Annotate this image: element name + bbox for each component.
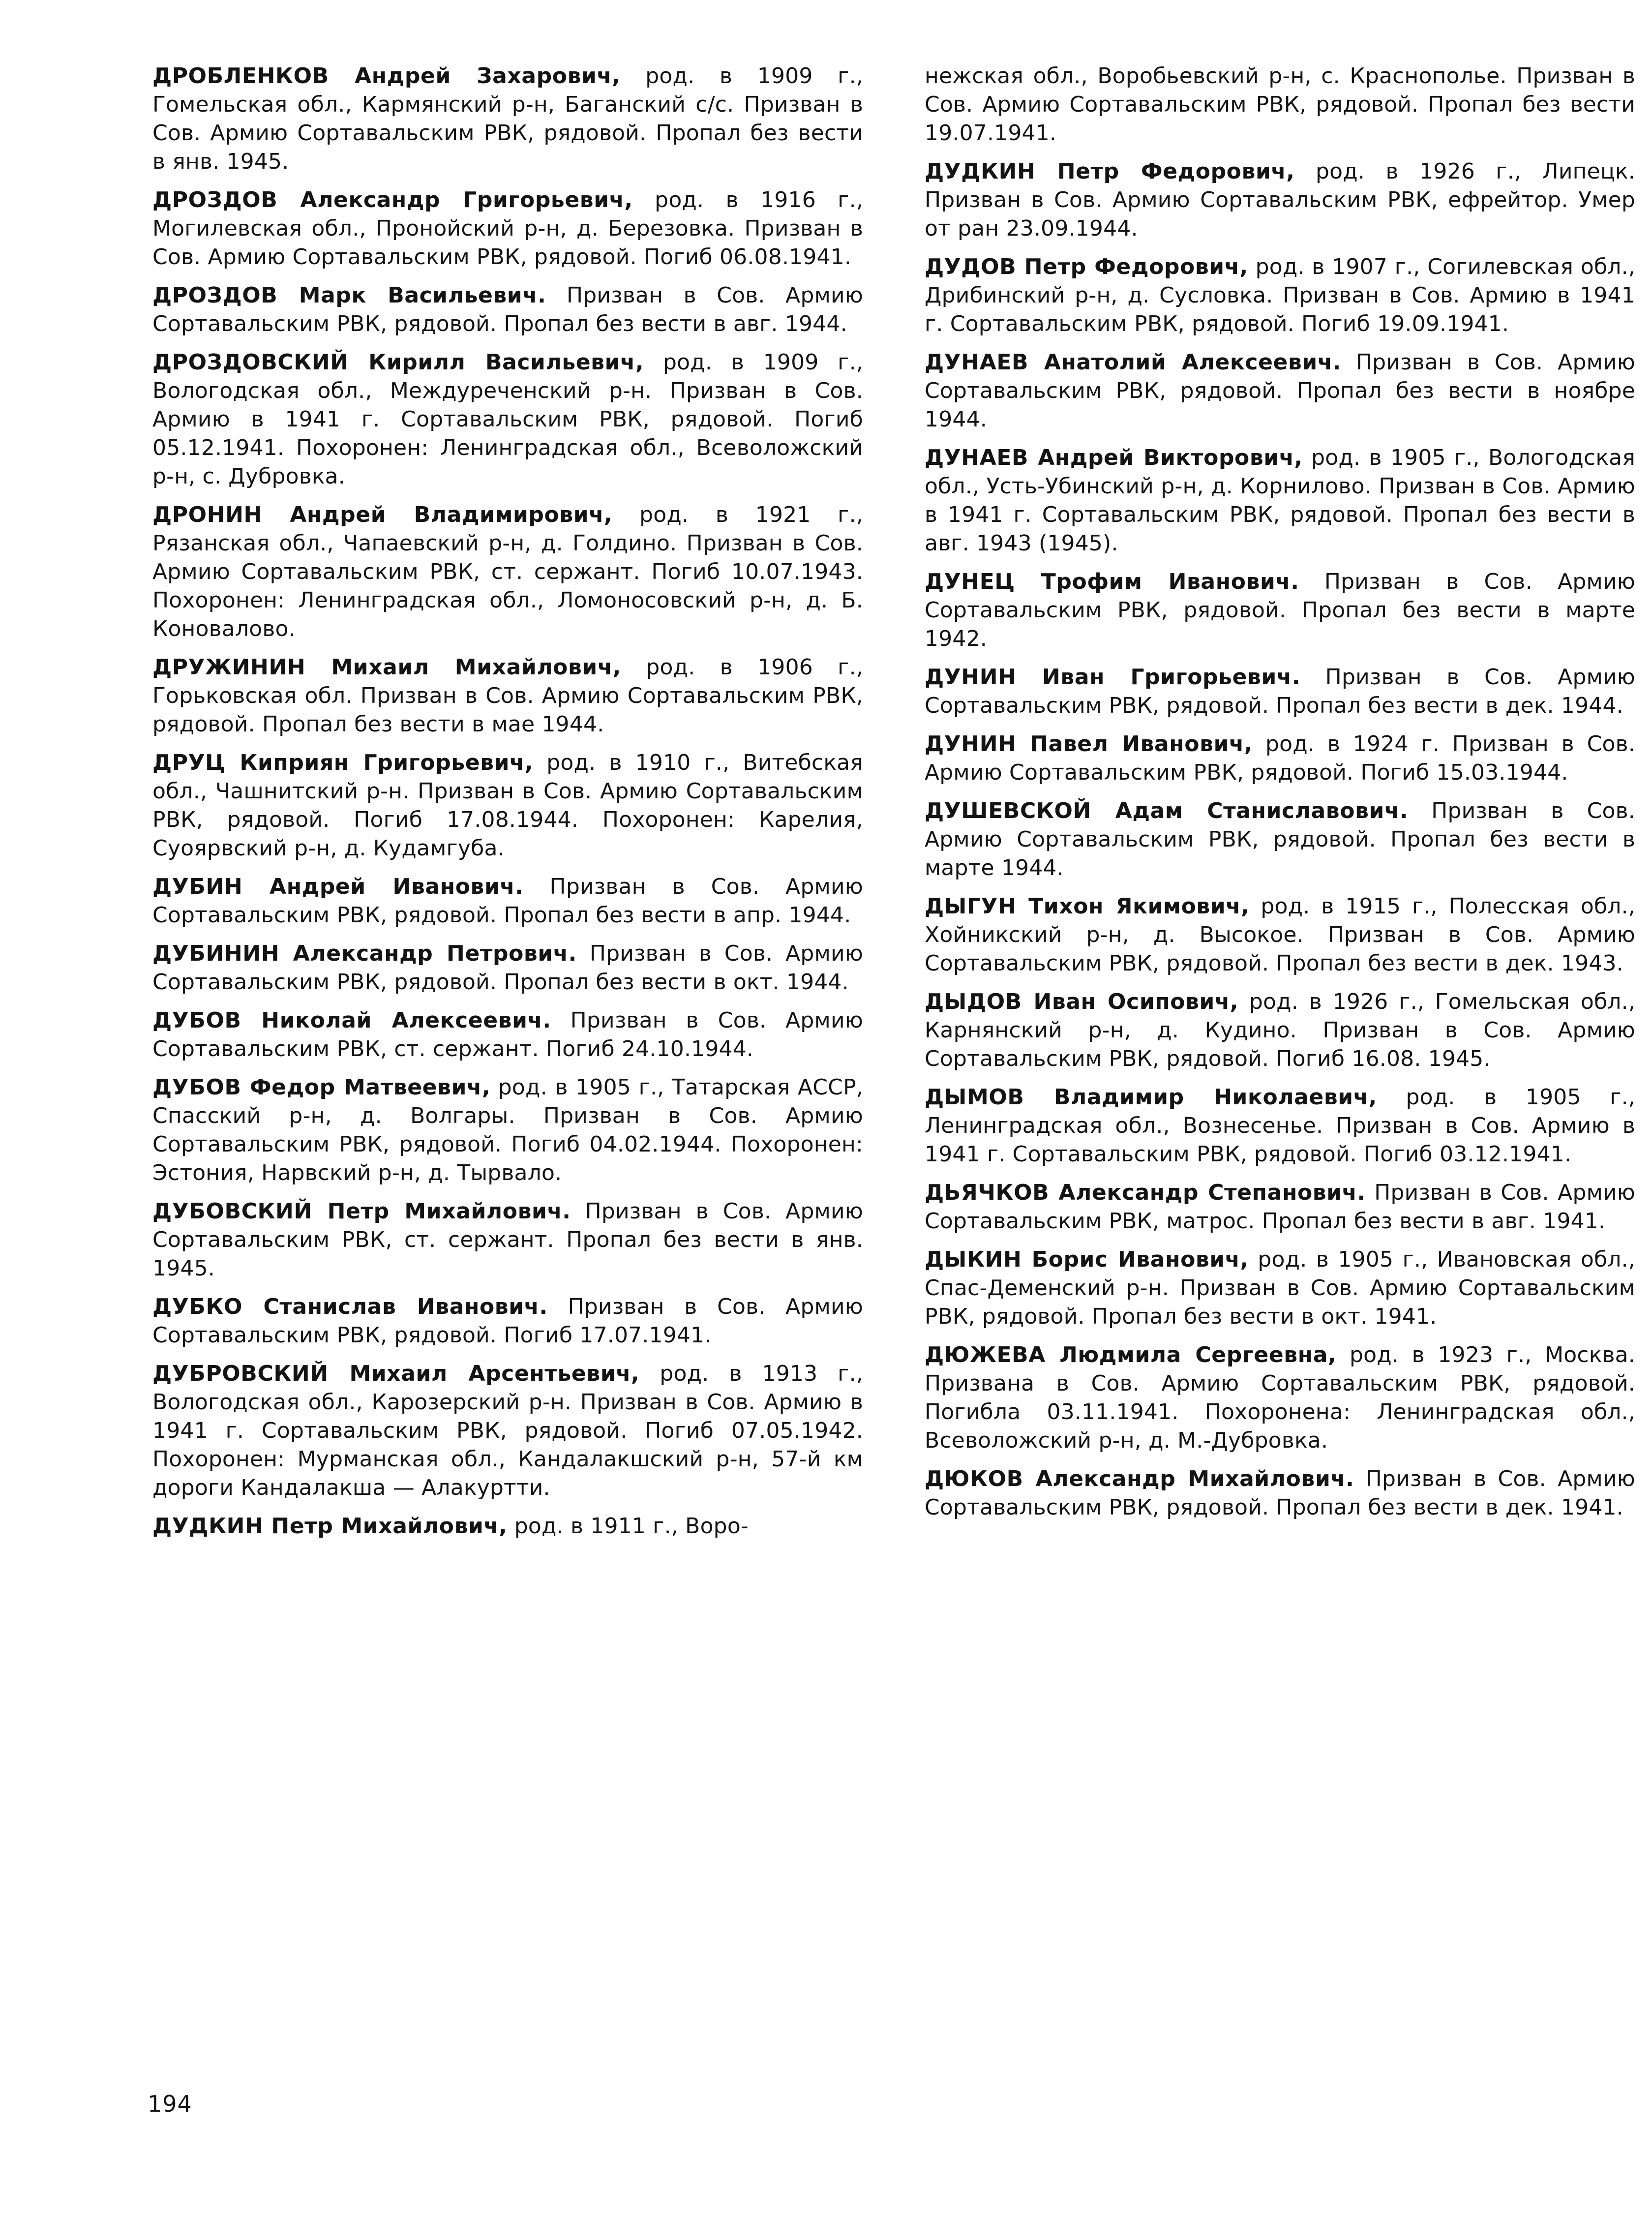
entry-details: род. в 1906 г., Горьковская обл. Призван в Сов. Армию Сортавальским РВК, рядовой. Пропал без вести в мае 1944. (152, 655, 864, 737)
register-entry (152, 1197, 863, 1283)
entry-details: род. в 1905 г., Вологодская обл., Усть-Убинский р-н, д. Корнилово. Призван в Сов. Армию в 1941 г. Сортавальским РВК, рядовой. Пропал без вести в авг. 1943 (1945). (925, 445, 1635, 556)
register-entry (152, 186, 863, 272)
entry-details: род. в 1907 г., Согилевская обл., Дрибинский р-н, д. Сусловка. Призван в Сов. Армию в 1941 г. Сортавальским РВК, рядовой. Погиб 19.09.1941. (925, 254, 1635, 336)
page-number: 194 (148, 2091, 192, 2117)
entry-name: ДУНЕЦ Трофим Иванович. (925, 569, 1299, 594)
entry-name: ДУДКИН Петр Федорович, (925, 159, 1295, 184)
entry-details: Призван в Сов. Армию Сортавальским РВК, ст. сержант. Погиб 24.10.1944. (152, 1008, 863, 1062)
entry-name: ДУБОВ Федор Матвеевич, (152, 1075, 491, 1100)
entry-details: Призван в Сов. Армию Сортавальским РВК, рядовой. Пропал без вести в авг. 1944. (152, 283, 863, 336)
entry-name: ДРОЗДОВ Марк Васильевич. (152, 283, 546, 308)
entry-details: род. в 1905 г., Ивановская обл., Спас-Деменский р-н. Призван в Сов. Армию Сортавальским РВК, рядовой. Пропал без вести в окт. 1941. (925, 1247, 1635, 1329)
register-entry (925, 797, 1635, 882)
entry-name: ДУБКО Станислав Иванович. (152, 1294, 548, 1319)
entry-details: Призван в Сов. Армию Сортавальским РВК, рядовой. Пропал без вести в марте 1944. (925, 798, 1635, 880)
entry-details: род. в 1921 г., Рязанская обл., Чапаевский р-н, д. Голдино. Призван в Сов. Армию Сортавальским РВК, ст. сержант. Погиб 10.07.1943. Похоронен: Ленинградская обл., Ломоносовский р-н, д. Б. Коновалово. (152, 502, 863, 641)
register-entry (152, 1293, 863, 1350)
entry-name: ДУДОВ Петр Федорович, (925, 254, 1248, 279)
entry-name: ДРУЖИНИН Михаил Михайлович, (152, 655, 621, 680)
register-entry (152, 1073, 863, 1187)
entry-details: род. в 1905 г., Татарская АССР, Спасский р-н, д. Волгары. Призван в Сов. Армию Сортавальским РВК, рядовой. Погиб 04.02.1944. Похоронен: Эстония, Нарвский р-н, д. Тырвало. (152, 1075, 864, 1185)
entry-name: ДУБРОВСКИЙ Михаил Арсентьевич, (152, 1361, 640, 1386)
entry-name: ДУШЕВСКОЙ Адам Станиславович. (925, 798, 1409, 823)
register-entry (925, 62, 1635, 148)
register-entry (925, 157, 1635, 243)
entry-details: род. в 1909 г., Гомельская обл., Кармянский р-н, Баганский с/с. Призван в Сов. Армию Сортавальским РВК, рядовой. Пропал без вести в янв. 1945. (152, 63, 863, 174)
register-entry (925, 1245, 1635, 1331)
entry-name: ДУНИН Иван Григорьевич. (925, 665, 1301, 690)
entry-details: род. в 1916 г., Могилевская обл., Пронойский р-н, д. Березовка. Призван в Сов. Армию Сортавальским РВК, рядовой. Погиб 06.08.1941. (152, 187, 864, 270)
register-entry (152, 749, 863, 863)
register-entry (152, 501, 863, 643)
entry-name: ДУНИН Павел Иванович, (925, 731, 1253, 757)
entry-name: ДУБОВ Николай Алексеевич. (152, 1008, 551, 1033)
entry-details: род. в 1924 г. Призван в Сов. Армию Сортавальским РВК, рядовой. Погиб 15.03.1944. (925, 731, 1635, 785)
register-entry (925, 892, 1635, 978)
entry-details: род. в 1923 г., Москва. Призвана в Сов. Армию Сортавальским РВК, рядовой. Погибла 03.11.1941. Похоронена: Ленинградская обл., Всеволожский р-н, д. М.-Дубровка. (925, 1342, 1635, 1453)
register-entry (925, 1465, 1635, 1522)
entry-details: Призван в Сов. Армию Сортавальским РВК, рядовой. Пропал без вести в апр. 1944. (152, 874, 863, 928)
register-entry (925, 988, 1635, 1073)
entry-name: ДУНАЕВ Анатолий Алексеевич. (925, 350, 1341, 375)
entry-name: ДЮКОВ Александр Михайлович. (925, 1466, 1354, 1491)
entry-name: ДЫДОВ Иван Осипович, (925, 989, 1239, 1014)
entry-name: ДЫМОВ Владимир Николаевич, (925, 1085, 1377, 1110)
register-entry (925, 568, 1635, 653)
entry-name: ДЬЯЧКОВ Александр Степанович. (925, 1180, 1366, 1205)
entry-details: род. в 1911 г., Воро- (507, 1514, 749, 1539)
entry-details: род. в 1905 г., Ленинградская обл., Вознесенье. Призван в Сов. Армию в 1941 г. Сортавальским РВК, рядовой. Погиб 03.12.1941. (925, 1085, 1635, 1167)
entry-details: род. в 1909 г., Вологодская обл., Междуреченский р-н. Призван в Сов. Армию в 1941 г. Сортавальским РВК, рядовой. Погиб 05.12.1941. Похоронен: Ленинградская обл., Всеволожский р-н, с. Дубровка. (152, 350, 863, 489)
entry-details: Призван в Сов. Армию Сортавальским РВК, рядовой. Пропал без вести в окт. 1944. (152, 941, 863, 995)
entry-name: ДУБИН Андрей Иванович. (152, 874, 524, 899)
entry-name: ДРУЦ Киприян Григорьевич, (152, 750, 534, 775)
entry-name: ДРОЗДОВ Александр Григорьевич, (152, 187, 633, 212)
entry-name: ДЫКИН Борис Иванович, (925, 1247, 1249, 1272)
entry-name: ДЫГУН Тихон Якимович, (925, 894, 1250, 919)
register-entry (152, 348, 863, 491)
register-entry (925, 444, 1635, 558)
left-column (152, 62, 863, 1550)
entry-details: Призван в Сов. Армию Сортавальским РВК, матрос. Пропал без вести в авг. 1941. (925, 1180, 1635, 1234)
entry-details: род. в 1910 г., Витебская обл., Чашнитский р-н. Призван в Сов. Армию Сортавальским РВК, рядовой. Погиб 17.08.1944. Похоронен: Карелия, Суоярвский р-н, д. Кудамгуба. (152, 750, 863, 861)
entry-name: ДРОБЛЕНКОВ Андрей Захарович, (152, 63, 621, 89)
entry-details: род. в 1915 г., Полесская обл., Хойникский р-н, д. Высокое. Призван в Сов. Армию Сортавальским РВК, рядовой. Пропал без вести в дек. 1943. (925, 894, 1635, 976)
entry-name: ДУБОВСКИЙ Петр Михайлович. (152, 1199, 571, 1224)
register-entry (152, 940, 863, 997)
register-entry (152, 1360, 863, 1502)
register-entry (152, 62, 863, 176)
entry-details: Призван в Сов. Армию Сортавальским РВК, рядовой. Пропал без вести в дек. 1941. (925, 1466, 1635, 1520)
entry-details: Призван в Сов. Армию Сортавальским РВК, рядовой. Погиб 17.07.1941. (152, 1294, 863, 1348)
entry-details: род. в 1913 г., Вологодская обл., Карозерский р-н. Призван в Сов. Армию в 1941 г. Сортавальским РВК, рядовой. Погиб 07.05.1942. Похоронен: Мурманская обл., Кандалакшский р-н, 57-й км дороги Кандалакша — Алакуртти. (152, 1361, 863, 1500)
entry-details: Призван в Сов. Армию Сортавальским РВК, рядовой. Пропал без вести в дек. 1944. (925, 665, 1635, 718)
register-entry (925, 1179, 1635, 1236)
register-entry (152, 1512, 863, 1541)
entry-name: ДРОНИН Андрей Владимирович, (152, 502, 613, 527)
register-entry (925, 253, 1635, 338)
entry-name: ДУНАЕВ Андрей Викторович, (925, 445, 1303, 470)
register-entry (925, 1341, 1635, 1455)
register-entry (925, 1083, 1635, 1169)
entry-details: род. в 1926 г., Липецк. Призван в Сов. Армию Сортавальским РВК, ефрейтор. Умер от ран 23.09.1944. (925, 159, 1635, 241)
entry-details: Призван в Сов. Армию Сортавальским РВК, ст. сержант. Пропал без вести в янв. 1945. (152, 1199, 863, 1281)
entry-name: ДУДКИН Петр Михайлович, (152, 1514, 508, 1539)
register-entry (152, 281, 863, 338)
register-entry (152, 653, 863, 739)
entry-name: ДРОЗДОВСКИЙ Кирилл Васильевич, (152, 350, 644, 375)
register-entry (925, 730, 1635, 787)
entry-details: нежская обл., Воробьевский р-н, с. Краснополье. Призван в Сов. Армию Сортавальским РВК, рядовой. Пропал без вести 19.07.1941. (925, 63, 1635, 146)
register-entry (152, 1006, 863, 1063)
entry-name: ДУБИНИН Александр Петрович. (152, 941, 577, 966)
register-entry (152, 873, 863, 930)
register-entry (925, 663, 1635, 720)
entry-details: Призван в Сов. Армию Сортавальским РВК, рядовой. Пропал без вести в ноябре 1944. (925, 350, 1635, 432)
register-entry (925, 348, 1635, 434)
entry-name: ДЮЖЕВА Людмила Сергеевна, (925, 1342, 1337, 1367)
right-column (925, 62, 1635, 1532)
entry-details: Призван в Сов. Армию Сортавальским РВК, рядовой. Пропал без вести в марте 1942. (925, 569, 1635, 651)
entry-details: род. в 1926 г., Гомельская обл., Карнянский р-н, д. Кудино. Призван в Сов. Армию Сортавальским РВК, рядовой. Погиб 16.08. 1945. (925, 989, 1636, 1071)
